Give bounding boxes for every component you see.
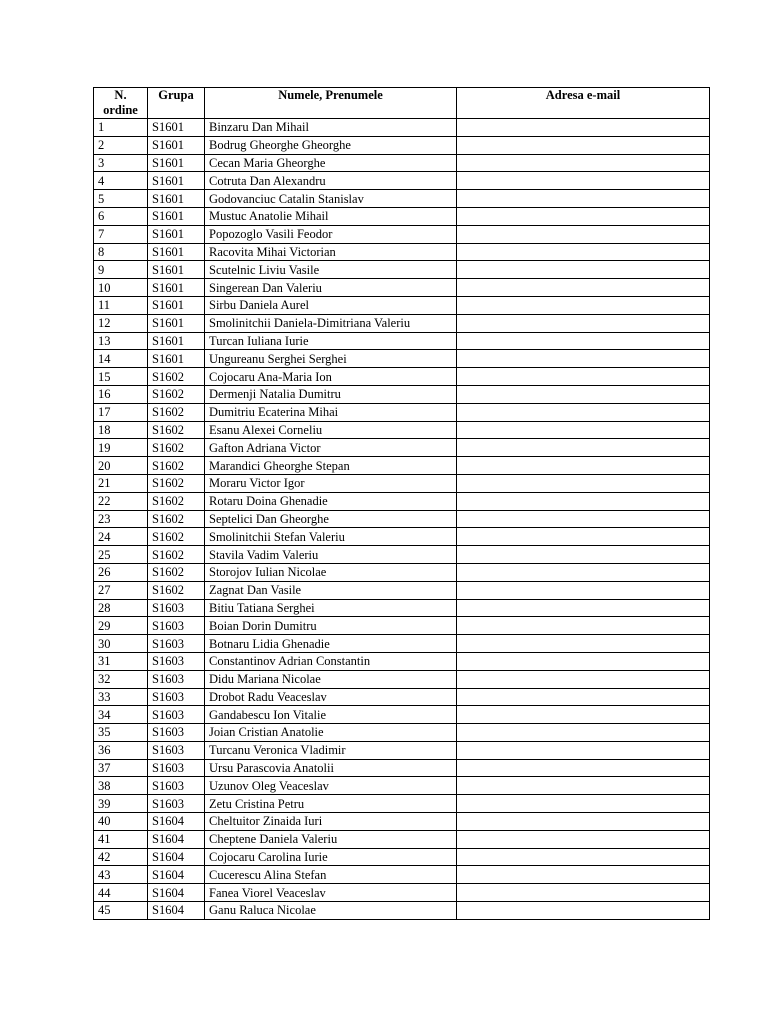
email-cell (457, 546, 710, 564)
group-cell: S1601 (148, 296, 205, 314)
student-name-cell: Uzunov Oleg Veaceslav (205, 777, 457, 795)
order-number-cell: 33 (94, 688, 148, 706)
student-name-cell: Stavila Vadim Valeriu (205, 546, 457, 564)
group-cell: S1601 (148, 154, 205, 172)
group-cell: S1604 (148, 866, 205, 884)
order-number-cell: 13 (94, 332, 148, 350)
table-row (94, 492, 710, 510)
table-row (94, 581, 710, 599)
student-name-cell: Fanea Viorel Veaceslav (205, 884, 457, 902)
order-number-cell: 37 (94, 759, 148, 777)
email-cell (457, 243, 710, 261)
student-name-cell: Botnaru Lidia Ghenadie (205, 635, 457, 653)
student-name-cell: Constantinov Adrian Constantin (205, 652, 457, 670)
table-row (94, 510, 710, 528)
student-name-cell: Drobot Radu Veaceslav (205, 688, 457, 706)
header-email: Adresa e-mail (457, 88, 710, 119)
table-row (94, 884, 710, 902)
email-cell (457, 706, 710, 724)
group-cell: S1603 (148, 617, 205, 635)
table-row (94, 172, 710, 190)
table-row (94, 457, 710, 475)
email-cell (457, 581, 710, 599)
group-cell: S1601 (148, 119, 205, 137)
student-name-cell: Smolinitchii Stefan Valeriu (205, 528, 457, 546)
email-cell (457, 813, 710, 831)
group-cell: S1601 (148, 261, 205, 279)
table-row (94, 866, 710, 884)
table-row (94, 652, 710, 670)
group-cell: S1601 (148, 190, 205, 208)
table-row (94, 546, 710, 564)
student-name-cell: Sirbu Daniela Aurel (205, 296, 457, 314)
email-cell (457, 439, 710, 457)
group-cell: S1603 (148, 670, 205, 688)
order-number-cell: 8 (94, 243, 148, 261)
order-number-cell: 19 (94, 439, 148, 457)
order-number-cell: 3 (94, 154, 148, 172)
student-name-cell: Zagnat Dan Vasile (205, 581, 457, 599)
order-number-cell: 42 (94, 848, 148, 866)
group-cell: S1604 (148, 902, 205, 920)
student-name-cell: Moraru Victor Igor (205, 474, 457, 492)
student-name-cell: Zetu Cristina Petru (205, 795, 457, 813)
order-number-cell: 14 (94, 350, 148, 368)
table-row (94, 706, 710, 724)
order-number-cell: 6 (94, 207, 148, 225)
group-cell: S1601 (148, 243, 205, 261)
email-cell (457, 207, 710, 225)
email-cell (457, 830, 710, 848)
table-row (94, 528, 710, 546)
student-name-cell: Gandabescu Ion Vitalie (205, 706, 457, 724)
student-name-cell: Marandici Gheorghe Stepan (205, 457, 457, 475)
header-name: Numele, Prenumele (205, 88, 457, 119)
group-cell: S1603 (148, 652, 205, 670)
table-row (94, 848, 710, 866)
table-row (94, 902, 710, 920)
order-number-cell: 44 (94, 884, 148, 902)
group-cell: S1603 (148, 688, 205, 706)
order-number-cell: 9 (94, 261, 148, 279)
student-name-cell: Dumitriu Ecaterina Mihai (205, 403, 457, 421)
group-cell: S1602 (148, 385, 205, 403)
group-cell: S1601 (148, 350, 205, 368)
group-cell: S1603 (148, 741, 205, 759)
table-row (94, 279, 710, 297)
email-cell (457, 350, 710, 368)
table-row (94, 599, 710, 617)
order-number-cell: 10 (94, 279, 148, 297)
email-cell (457, 190, 710, 208)
student-name-cell: Esanu Alexei Corneliu (205, 421, 457, 439)
table-row (94, 154, 710, 172)
student-name-cell: Ungureanu Serghei Serghei (205, 350, 457, 368)
table-row (94, 119, 710, 137)
order-number-cell: 31 (94, 652, 148, 670)
table-row (94, 421, 710, 439)
group-cell: S1602 (148, 474, 205, 492)
group-cell: S1604 (148, 830, 205, 848)
student-name-cell: Didu Mariana Nicolae (205, 670, 457, 688)
table-row (94, 439, 710, 457)
group-cell: S1601 (148, 332, 205, 350)
student-name-cell: Cucerescu Alina Stefan (205, 866, 457, 884)
email-cell (457, 902, 710, 920)
order-number-cell: 24 (94, 528, 148, 546)
email-cell (457, 119, 710, 137)
table-row (94, 332, 710, 350)
student-name-cell: Gafton Adriana Victor (205, 439, 457, 457)
table-row (94, 136, 710, 154)
table-row (94, 207, 710, 225)
order-number-cell: 7 (94, 225, 148, 243)
email-cell (457, 154, 710, 172)
order-number-cell: 26 (94, 563, 148, 581)
email-cell (457, 368, 710, 386)
email-cell (457, 332, 710, 350)
order-number-cell: 5 (94, 190, 148, 208)
order-number-cell: 15 (94, 368, 148, 386)
order-number-cell: 21 (94, 474, 148, 492)
order-number-cell: 20 (94, 457, 148, 475)
table-row (94, 261, 710, 279)
email-cell (457, 617, 710, 635)
header-row (94, 88, 710, 119)
email-cell (457, 635, 710, 653)
student-name-cell: Dermenji Natalia Dumitru (205, 385, 457, 403)
table-row (94, 830, 710, 848)
table-row (94, 385, 710, 403)
student-name-cell: Boian Dorin Dumitru (205, 617, 457, 635)
group-cell: S1602 (148, 528, 205, 546)
group-cell: S1601 (148, 172, 205, 190)
group-cell: S1603 (148, 759, 205, 777)
group-cell: S1602 (148, 368, 205, 386)
header-group: Grupa (148, 88, 205, 119)
student-name-cell: Cheptene Daniela Valeriu (205, 830, 457, 848)
table-row (94, 225, 710, 243)
email-cell (457, 741, 710, 759)
group-cell: S1603 (148, 777, 205, 795)
student-name-cell: Scutelnic Liviu Vasile (205, 261, 457, 279)
group-cell: S1603 (148, 599, 205, 617)
table-row (94, 688, 710, 706)
group-cell: S1602 (148, 546, 205, 564)
group-cell: S1601 (148, 314, 205, 332)
group-cell: S1602 (148, 457, 205, 475)
email-cell (457, 884, 710, 902)
email-cell (457, 688, 710, 706)
group-cell: S1603 (148, 706, 205, 724)
table-row (94, 635, 710, 653)
table-row (94, 759, 710, 777)
email-cell (457, 314, 710, 332)
student-name-cell: Septelici Dan Gheorghe (205, 510, 457, 528)
group-cell: S1602 (148, 403, 205, 421)
student-name-cell: Godovanciuc Catalin Stanislav (205, 190, 457, 208)
student-name-cell: Popozoglo Vasili Feodor (205, 225, 457, 243)
table-row (94, 724, 710, 742)
group-cell: S1604 (148, 813, 205, 831)
email-cell (457, 724, 710, 742)
student-name-cell: Smolinitchii Daniela-Dimitriana Valeriu (205, 314, 457, 332)
order-number-cell: 45 (94, 902, 148, 920)
group-cell: S1604 (148, 884, 205, 902)
email-cell (457, 421, 710, 439)
student-name-cell: Singerean Dan Valeriu (205, 279, 457, 297)
order-number-cell: 38 (94, 777, 148, 795)
email-cell (457, 261, 710, 279)
email-cell (457, 172, 710, 190)
table-row (94, 563, 710, 581)
email-cell (457, 510, 710, 528)
email-cell (457, 457, 710, 475)
order-number-cell: 16 (94, 385, 148, 403)
order-number-cell: 1 (94, 119, 148, 137)
order-number-cell: 32 (94, 670, 148, 688)
order-number-cell: 41 (94, 830, 148, 848)
email-cell (457, 759, 710, 777)
student-name-cell: Storojov Iulian Nicolae (205, 563, 457, 581)
table-row (94, 617, 710, 635)
order-number-cell: 27 (94, 581, 148, 599)
email-cell (457, 599, 710, 617)
group-cell: S1601 (148, 136, 205, 154)
table-header (94, 88, 710, 119)
student-name-cell: Cojocaru Carolina Iurie (205, 848, 457, 866)
student-name-cell: Ursu Parascovia Anatolii (205, 759, 457, 777)
group-cell: S1601 (148, 207, 205, 225)
email-cell (457, 385, 710, 403)
group-cell: S1601 (148, 279, 205, 297)
order-number-cell: 43 (94, 866, 148, 884)
order-number-cell: 28 (94, 599, 148, 617)
group-cell: S1603 (148, 724, 205, 742)
group-cell: S1604 (148, 848, 205, 866)
student-name-cell: Racovita Mihai Victorian (205, 243, 457, 261)
table-row (94, 296, 710, 314)
group-cell: S1602 (148, 581, 205, 599)
table-row (94, 314, 710, 332)
order-number-cell: 4 (94, 172, 148, 190)
group-cell: S1602 (148, 563, 205, 581)
table-row (94, 403, 710, 421)
email-cell (457, 777, 710, 795)
email-cell (457, 652, 710, 670)
student-name-cell: Turcan Iuliana Iurie (205, 332, 457, 350)
student-name-cell: Mustuc Anatolie Mihail (205, 207, 457, 225)
student-name-cell: Ganu Raluca Nicolae (205, 902, 457, 920)
order-number-cell: 12 (94, 314, 148, 332)
student-name-cell: Cotruta Dan Alexandru (205, 172, 457, 190)
table-row (94, 190, 710, 208)
student-name-cell: Bitiu Tatiana Serghei (205, 599, 457, 617)
order-number-cell: 17 (94, 403, 148, 421)
order-number-cell: 40 (94, 813, 148, 831)
email-cell (457, 492, 710, 510)
student-name-cell: Binzaru Dan Mihail (205, 119, 457, 137)
student-roster-table (93, 87, 710, 920)
student-name-cell: Cheltuitor Zinaida Iuri (205, 813, 457, 831)
order-number-cell: 23 (94, 510, 148, 528)
table-row (94, 670, 710, 688)
table-row (94, 243, 710, 261)
order-number-cell: 2 (94, 136, 148, 154)
order-number-cell: 11 (94, 296, 148, 314)
table-row (94, 813, 710, 831)
student-name-cell: Rotaru Doina Ghenadie (205, 492, 457, 510)
header-order-number: N. ordine (94, 88, 148, 119)
email-cell (457, 866, 710, 884)
order-number-cell: 30 (94, 635, 148, 653)
email-cell (457, 136, 710, 154)
email-cell (457, 563, 710, 581)
group-cell: S1602 (148, 439, 205, 457)
order-number-cell: 34 (94, 706, 148, 724)
email-cell (457, 848, 710, 866)
student-name-cell: Turcanu Veronica Vladimir (205, 741, 457, 759)
table-row (94, 368, 710, 386)
group-cell: S1601 (148, 225, 205, 243)
student-name-cell: Bodrug Gheorghe Gheorghe (205, 136, 457, 154)
table-row (94, 795, 710, 813)
email-cell (457, 279, 710, 297)
order-number-cell: 25 (94, 546, 148, 564)
group-cell: S1602 (148, 421, 205, 439)
email-cell (457, 795, 710, 813)
table-row (94, 474, 710, 492)
email-cell (457, 670, 710, 688)
order-number-cell: 35 (94, 724, 148, 742)
student-name-cell: Joian Cristian Anatolie (205, 724, 457, 742)
group-cell: S1603 (148, 635, 205, 653)
group-cell: S1603 (148, 795, 205, 813)
student-name-cell: Cojocaru Ana-Maria Ion (205, 368, 457, 386)
group-cell: S1602 (148, 492, 205, 510)
student-name-cell: Cecan Maria Gheorghe (205, 154, 457, 172)
table-row (94, 741, 710, 759)
email-cell (457, 474, 710, 492)
table-body (94, 119, 710, 920)
order-number-cell: 18 (94, 421, 148, 439)
email-cell (457, 225, 710, 243)
email-cell (457, 403, 710, 421)
email-cell (457, 528, 710, 546)
order-number-cell: 29 (94, 617, 148, 635)
order-number-cell: 22 (94, 492, 148, 510)
group-cell: S1602 (148, 510, 205, 528)
email-cell (457, 296, 710, 314)
table-row (94, 350, 710, 368)
order-number-cell: 36 (94, 741, 148, 759)
table-row (94, 777, 710, 795)
order-number-cell: 39 (94, 795, 148, 813)
